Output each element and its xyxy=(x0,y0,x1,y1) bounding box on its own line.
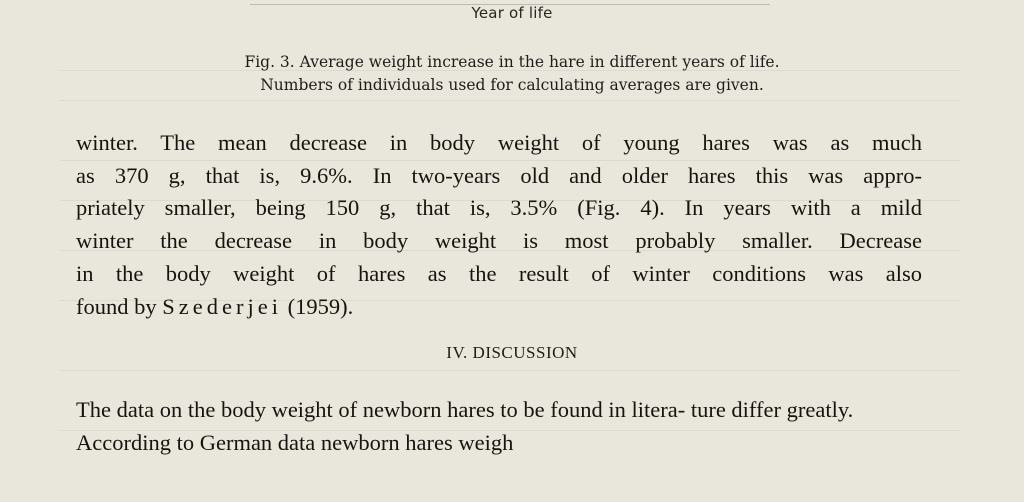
figure-caption-line-1: Fig. 3. Average weight increase in the hare in different years of life. xyxy=(244,53,780,71)
text-line: winter. The mean decrease in body weight of young hares was as much xyxy=(76,130,922,155)
text-line: ture differ greatly. According to German data newborn hares weigh xyxy=(76,397,854,455)
text-fragment: (1959). xyxy=(281,293,354,319)
section-heading: IV. DISCUSSION xyxy=(446,343,578,362)
figure-caption xyxy=(0,51,1024,97)
bleed-through-line xyxy=(60,100,960,101)
figure-x-axis-label: Year of life xyxy=(471,4,553,22)
paragraph-discussion xyxy=(76,394,922,459)
author-citation: Szederjei xyxy=(162,293,282,319)
text-line xyxy=(76,291,922,324)
text-fragment: found by xyxy=(76,293,163,319)
text-line: priately smaller, being 150 g, that is, 3.5% (Fig. 4). In years with a mild xyxy=(76,195,922,221)
text-line: winter the decrease in body weight is most probably smaller. Decrease xyxy=(76,228,922,254)
text-line: in the body weight of hares as the result of winter conditions was also xyxy=(76,260,922,286)
text-line: The data on the body weight of newborn hares to be found in litera- xyxy=(76,397,686,422)
figure-caption-line-2: Numbers of individuals used for calculating averages are given. xyxy=(260,76,764,94)
paragraph-winter-weight-loss xyxy=(76,127,922,323)
bleed-through-line xyxy=(60,370,960,371)
text-line: as 370 g, that is, 9.6%. In two-years old and older hares this was appro- xyxy=(76,162,922,188)
